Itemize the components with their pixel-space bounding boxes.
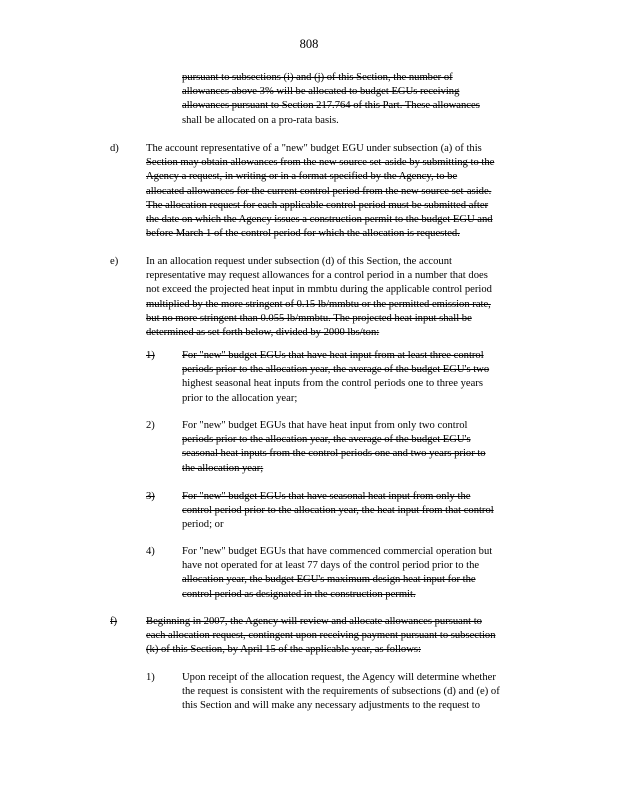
paragraph-e-2 bbox=[182, 419, 546, 476]
text-line: allocated allowances for the current control period from the new source set-aside. bbox=[146, 185, 492, 197]
text-line: representative may request allowances for a control period in a number that does bbox=[146, 270, 488, 282]
text-line: allowances pursuant to Section 217.764 of this Part. These allowances bbox=[182, 100, 480, 112]
text-line: The allocation request for each applicable control period must be submitted after bbox=[146, 199, 489, 211]
text-line: For "new" budget EGUs that have heat input from only two control bbox=[182, 420, 468, 431]
text-line: each allocation request, contingent upon receiving payment pursuant to subsection bbox=[146, 630, 496, 642]
text-line: the date on which the Agency issues a construction permit to the budget EGU and bbox=[146, 213, 493, 225]
text-line: For "new" budget EGUs that have heat input from at least three control bbox=[182, 350, 484, 361]
text-line: Section may obtain allowances from the new source set-aside by submitting to the bbox=[146, 157, 495, 169]
item-label-e: e) bbox=[110, 256, 119, 267]
item-label-e-1: 1) bbox=[146, 350, 155, 361]
text-line: not exceed the projected heat input in mmbtu during the applicable control period bbox=[146, 284, 492, 296]
text-line: periods prior to the allocation year, the average of the budget EGU's two bbox=[182, 364, 490, 376]
text-line: The account representative of a "new" budget EGU under subsection (a) of this bbox=[146, 143, 482, 154]
text-line: shall be allocated on a pro-rata basis. bbox=[182, 114, 339, 126]
text-line: allocation year, the budget EGU's maximum design heat input for the bbox=[182, 574, 476, 586]
page-number: 808 bbox=[299, 37, 319, 51]
paragraph-e-1 bbox=[182, 349, 546, 406]
item-label-e-3: 3) bbox=[146, 491, 155, 502]
item-label-e-2: 2) bbox=[146, 420, 155, 431]
text-line: In an allocation request under subsection (d) of this Section, the account bbox=[146, 256, 452, 267]
text-line: Upon receipt of the allocation request, the Agency will determine whether bbox=[182, 672, 496, 683]
text-line: (k) of this Section, by April 15 of the applicable year, as follows: bbox=[146, 644, 421, 656]
text-line: the request is consistent with the requirements of subsections (d) and (e) of bbox=[182, 686, 500, 698]
item-label-f-1: 1) bbox=[146, 672, 155, 683]
paragraph-d bbox=[146, 142, 546, 241]
text-line: prior to the allocation year; bbox=[182, 392, 298, 404]
text-line: control period prior to the allocation year, the heat input from that control bbox=[182, 505, 494, 517]
text-line: but no more stringent than 0.055 lb/mmbtu. The projected heat input shall be bbox=[146, 312, 472, 324]
text-line: the allocation year; bbox=[182, 462, 264, 474]
paragraph-e bbox=[146, 255, 546, 340]
text-line: For "new" budget EGUs that have seasonal heat input from only the bbox=[182, 491, 471, 502]
item-label-d: d) bbox=[110, 143, 119, 154]
paragraph-f bbox=[146, 615, 546, 658]
text-line: Agency a request, in writing or in a format specified by the Agency, to be bbox=[146, 171, 458, 183]
text-line: control period as designated in the construction permit. bbox=[182, 588, 416, 600]
text-line: highest seasonal heat inputs from the control periods one to three years bbox=[182, 378, 483, 390]
text-line: period; or bbox=[182, 519, 224, 531]
text-line: determined as set forth below, divided by 2000 lbs/ton: bbox=[146, 326, 380, 338]
text-line: have not operated for at least 77 days of the control period prior to the bbox=[182, 560, 480, 572]
continuation-paragraph bbox=[182, 71, 546, 128]
text-line: before March 1 of the control period for which the allocation is requested. bbox=[146, 228, 460, 240]
text-line: allowances above 3% will be allocated to budget EGUs receiving bbox=[182, 86, 460, 98]
paragraph-f-1 bbox=[182, 671, 546, 714]
text-line: multiplied by the more stringent of 0.15 lb/mmbtu or the permitted emission rate, bbox=[146, 298, 491, 310]
text-line: this Section and will make any necessary adjustments to the request to bbox=[182, 700, 481, 712]
item-label-e-4: 4) bbox=[146, 546, 155, 557]
text-line: periods prior to the allocation year, the average of the budget EGU's bbox=[182, 434, 471, 446]
text-line: seasonal heat inputs from the control periods one and two years prior to bbox=[182, 448, 486, 460]
text-line: For "new" budget EGUs that have commenced commercial operation but bbox=[182, 546, 493, 557]
text-line: Beginning in 2007, the Agency will review and allocate allowances pursuant to bbox=[146, 616, 482, 627]
text-line: pursuant to subsections (i) and (j) of this Section, the number of bbox=[182, 72, 453, 83]
item-label-f: f) bbox=[110, 616, 118, 627]
paragraph-e-3 bbox=[182, 490, 546, 533]
paragraph-e-4 bbox=[182, 545, 546, 602]
